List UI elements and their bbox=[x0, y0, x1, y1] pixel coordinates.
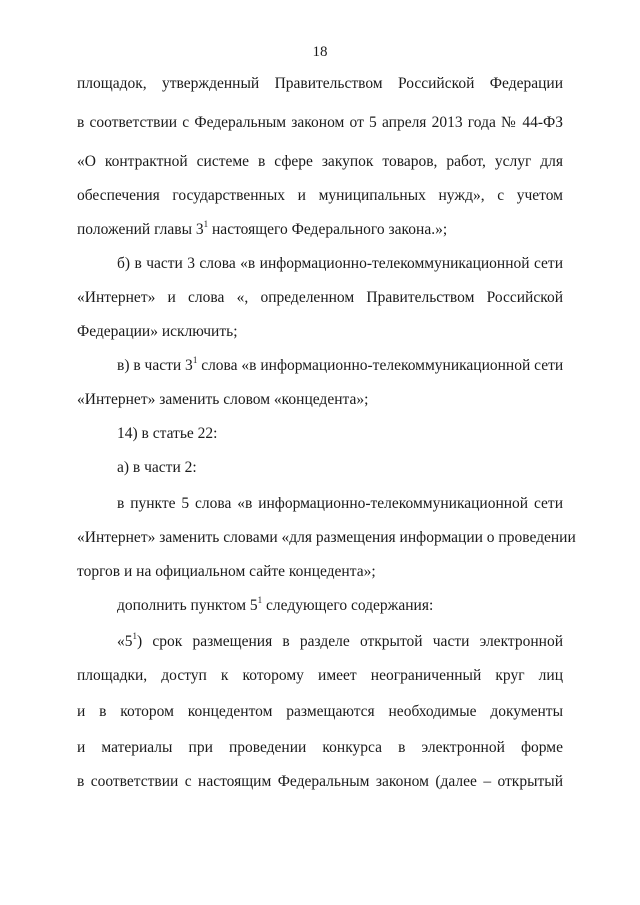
text-line: и в котором концедентом размещаются необходимые документы bbox=[77, 703, 563, 720]
text-line: площадки, доступ к которому имеет неограниченный круг лиц bbox=[77, 667, 563, 684]
superscript: 1 bbox=[132, 631, 137, 641]
text-fragment: положений главы 3 bbox=[77, 221, 204, 238]
text-line: «О контрактной системе в сфере закупок товаров, работ, услуг для bbox=[77, 153, 563, 170]
superscript: 1 bbox=[192, 355, 198, 365]
text-line: «Интернет» заменить словом «концедента»; bbox=[77, 391, 369, 408]
superscript: 1 bbox=[203, 219, 209, 229]
text-line bbox=[77, 220, 563, 240]
text-line: Федерации» исключить; bbox=[77, 323, 238, 340]
text-line: площадок, утвержденный Правительством Российской Федерации bbox=[77, 75, 563, 92]
text-line: торгов и на официальном сайте концедента»; bbox=[77, 563, 376, 580]
text-line: «Интернет» и слова «, определенном Правительством Российской bbox=[77, 289, 563, 306]
text-line: а) в части 2: bbox=[117, 459, 197, 476]
text-line: в соответствии с настоящим Федеральным законом (далее – открытый bbox=[77, 773, 563, 790]
text-fragment: «5 bbox=[117, 633, 133, 650]
text-line: б) в части 3 слова «в информационно-телекоммуникационной сети bbox=[117, 255, 563, 272]
text-fragment: следующего содержания: bbox=[262, 597, 434, 614]
text-line: в пункте 5 слова «в информационно-телекоммуникационной сети bbox=[117, 495, 563, 512]
text-line: 14) в статье 22: bbox=[117, 425, 218, 442]
text-line: в соответствии с Федеральным законом от 5 апреля 2013 года № 44-ФЗ bbox=[77, 114, 563, 131]
superscript: 1 bbox=[257, 595, 263, 605]
page-number: 18 bbox=[312, 44, 328, 60]
text-line bbox=[117, 356, 563, 376]
text-fragment: ) срок размещения в разделе открытой части электронной bbox=[137, 633, 563, 650]
text-fragment: настоящего Федерального закона.»; bbox=[208, 221, 448, 238]
text-fragment: в) в части 3 bbox=[117, 357, 193, 374]
text-line: и материалы при проведении конкурса в электронной форме bbox=[77, 739, 563, 756]
text-fragment: слова «в информационно-телекоммуникационной сети bbox=[197, 357, 564, 374]
text-line bbox=[117, 632, 563, 652]
text-line: обеспечения государственных и муниципальных нужд», с учетом bbox=[77, 187, 563, 204]
text-line bbox=[117, 596, 563, 616]
text-line: «Интернет» заменить словами «для размещения информации о проведении bbox=[77, 529, 576, 546]
text-fragment: дополнить пунктом 5 bbox=[117, 597, 258, 614]
